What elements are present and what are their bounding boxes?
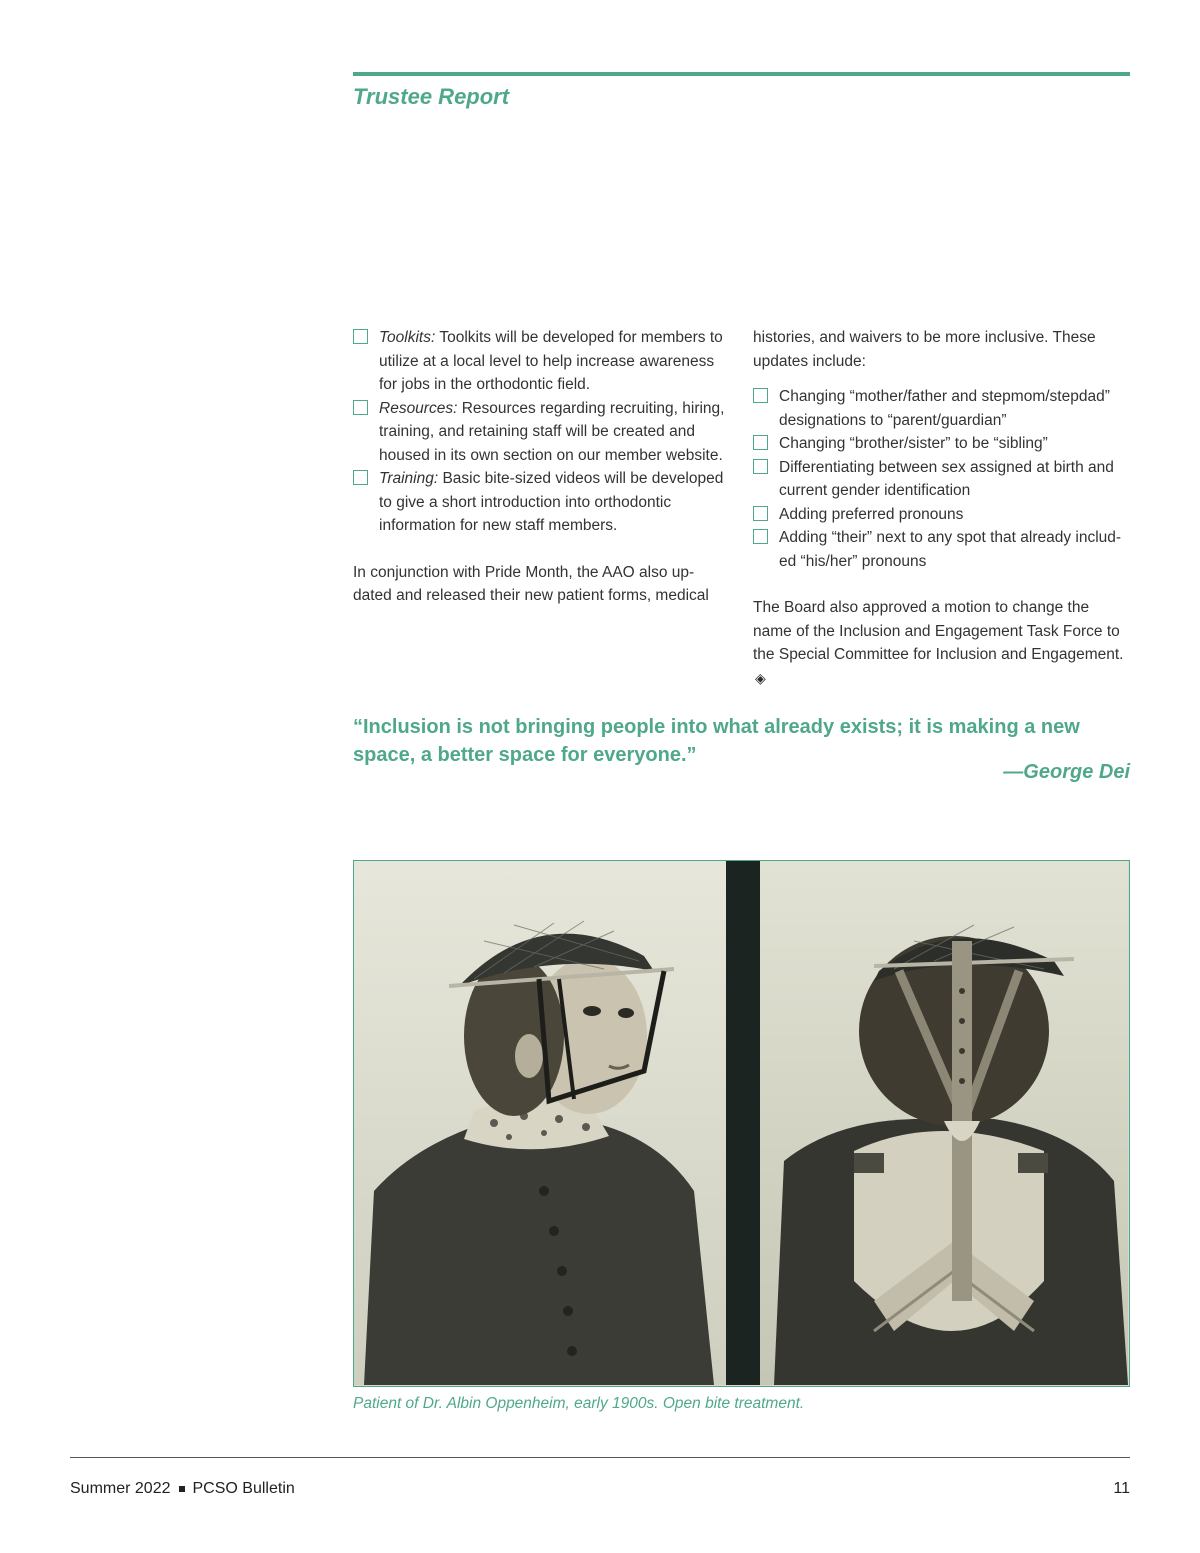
list-item-term: Resources: [379,399,458,417]
right-column [753,326,1130,690]
pride-month-paragraph: In conjunction with Pride Month, the AAO also up-dated and released their new patient forms, medical [353,563,709,604]
square-bullet-icon [179,1486,185,1492]
checkbox-icon [753,388,768,403]
list-item [353,397,730,468]
footer-issue [70,1480,295,1498]
footer-publication: PCSO Bulletin [192,1480,295,1497]
checkbox-icon [353,470,368,485]
end-mark-diamond-icon: ◈ [755,669,766,686]
checkbox-icon [753,459,768,474]
section-title: Trustee Report [353,84,510,109]
pull-quote: “Inclusion is not bringing people into what already exists; it is making a new space, a better space for everyone.” [353,716,1080,766]
footer-rule [70,1457,1130,1458]
list-item-term: Training: [379,470,439,487]
photo-caption: Patient of Dr. Albin Oppenheim, early 1900s. Open bite treatment. [353,1395,805,1412]
list-item [353,326,730,397]
list-item-text: Adding preferred pronouns [779,505,964,523]
list-item-text: Basic bite-sized videos will be developed to give a short introduction into orthodontic information for new staff members. [379,470,724,534]
updates-checklist [753,385,1130,573]
list-item-text: Adding “their” next to any spot that already includ-ed “his/her” pronouns [779,529,1122,570]
header-rule [353,72,1130,76]
photo-illustration [354,861,1128,1385]
list-item [353,467,730,538]
list-item-term: Toolkits: [379,329,436,346]
quote-author: —George Dei [1003,761,1130,783]
list-item [753,432,1130,456]
checkbox-icon [353,329,368,344]
list-item [753,456,1130,503]
footer-issue-date: Summer 2022 [70,1480,171,1497]
closing-text: The Board also approved a motion to change the name of the Inclusion and Engagement Task Force to the Special Committee for Inclusion and Engagement. [753,599,1124,663]
checkbox-icon [753,506,768,521]
list-item [753,503,1130,527]
list-item-text: Differentiating between sex assigned at birth and current gender identification [779,458,1114,499]
left-checklist [353,326,730,538]
checkbox-icon [753,529,768,544]
list-item-text: Changing “mother/father and stepmom/stepdad” designations to “parent/guardian” [779,388,1110,429]
list-item-text: Changing “brother/sister” to be “sibling” [779,435,1048,452]
closing-paragraph [753,596,1130,690]
list-item-text: Toolkits will be developed for members to utilize at a local level to help increase awareness for jobs in the orthodontic field. [379,329,723,393]
list-item [753,385,1130,432]
updates-intro: histories, and waivers to be more inclusive. These updates include: [753,329,1096,370]
checkbox-icon [353,400,368,415]
page-number: 11 [1113,1480,1130,1497]
checkbox-icon [753,435,768,450]
list-item-text: Resources regarding recruiting, hiring, training, and retaining staff will be created and housed in its own section on our member website. [379,399,725,464]
left-column [353,326,730,608]
list-item [753,526,1130,573]
historical-photo [353,860,1130,1387]
